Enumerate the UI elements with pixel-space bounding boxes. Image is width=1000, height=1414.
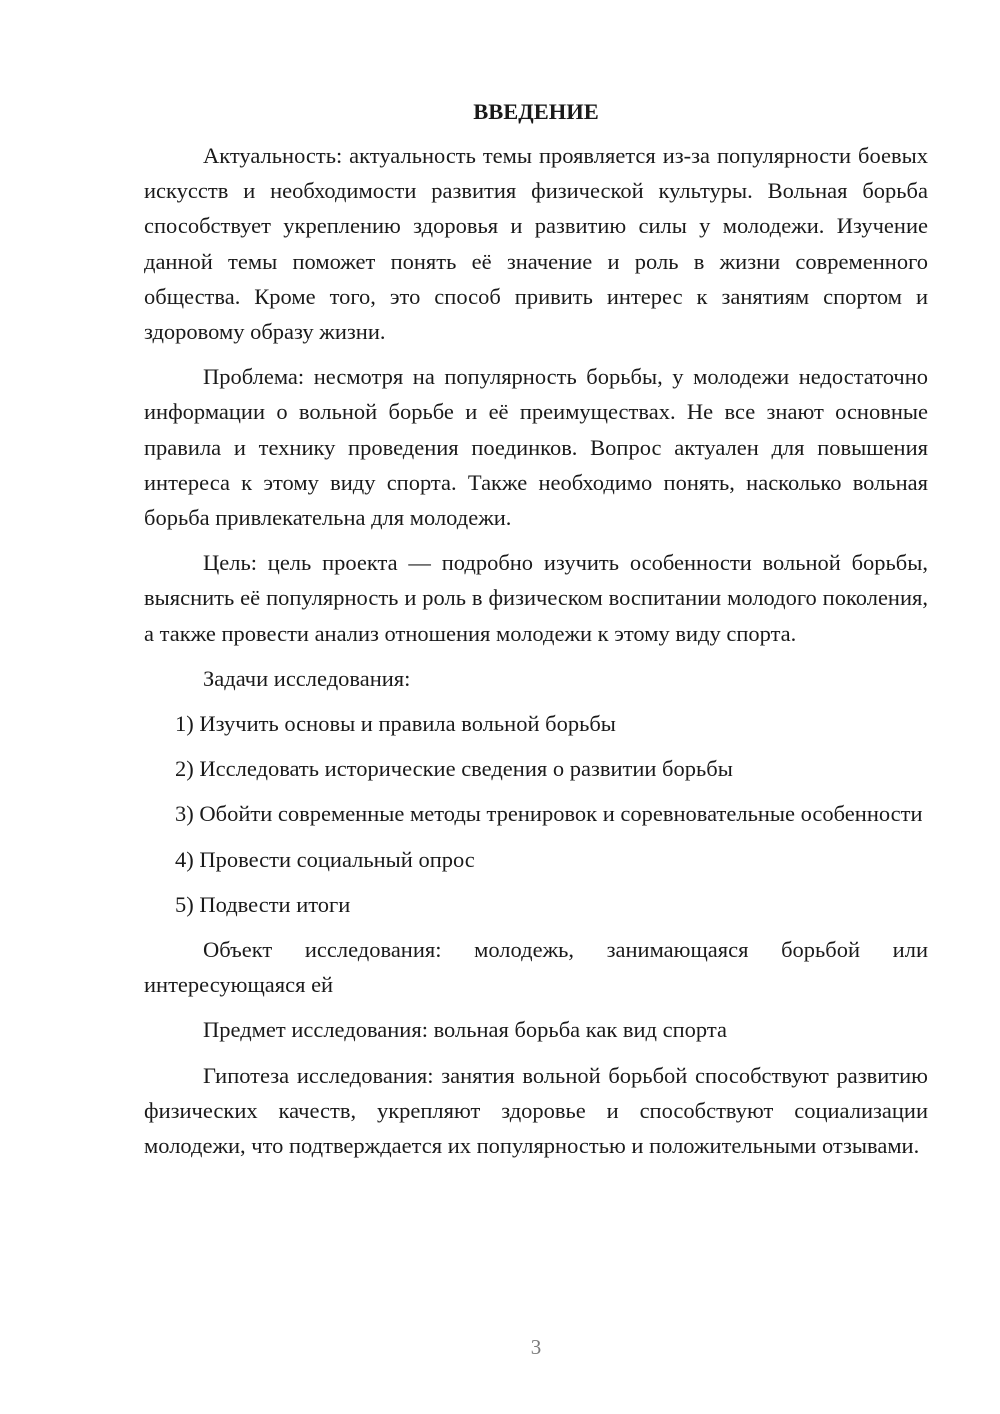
paragraph-tasks-title: Задачи исследования:: [203, 665, 411, 691]
task-item-5: 5) Подвести итоги: [175, 891, 351, 917]
paragraph-goal: Цель: цель проекта — подробно изучить особенности вольной борьбы, выяснить её популярность и роль в физическом воспитании молодого поколения, а также провести анализ отношения молодежи к этому виду спорта.: [144, 550, 928, 646]
task-item-4: 4) Провести социальный опрос: [175, 846, 475, 872]
paragraph-subject: Предмет исследования: вольная борьба как вид спорта: [203, 1017, 727, 1043]
task-item-2: 2) Исследовать исторические сведения о развитии борьбы: [175, 756, 733, 782]
paragraph-hypothesis: Гипотеза исследования: занятия вольной борьбой способствуют развитию физических качеств, укрепляют здоровье и способствуют социализации молодежи, что подтверждается их популярностью и положительными отзывами.: [144, 1062, 928, 1159]
task-item-1: 1) Изучить основы и правила вольной борьбы: [175, 711, 616, 737]
page-number: 3: [530, 1335, 542, 1359]
paragraph-relevance: Актуальность: актуальность темы проявляется из-за популярности боевых искусств и необходимости развития физической культуры. Вольная борьба способствует укреплению здоровья и развитию силы у молодежи. Изучение данной темы поможет понять её значение и роль в жизни современного общества. Кроме того, это способ привить интерес к занятиям спортом и здоровому образу жизни.: [144, 143, 928, 345]
page-content: [144, 94, 928, 1173]
paragraph-problem: Проблема: несмотря на популярность борьбы, у молодежи недостаточно информации о вольной борьбе и её преимуществах. Не все знают основные правила и технику проведения поединков. Вопрос актуален для повышения интереса к этому виду спорта. Также необходимо понять, насколько вольная борьба привлекательна для молодежи.: [144, 364, 928, 531]
paragraph-object: Объект исследования: молодежь, занимающаяся борьбой или интересующаяся ей: [144, 937, 928, 998]
section-heading: ВВЕДЕНИЕ: [473, 99, 599, 124]
task-item-3: 3) Обойти современные методы тренировок и соревновательные особенности: [175, 801, 923, 827]
